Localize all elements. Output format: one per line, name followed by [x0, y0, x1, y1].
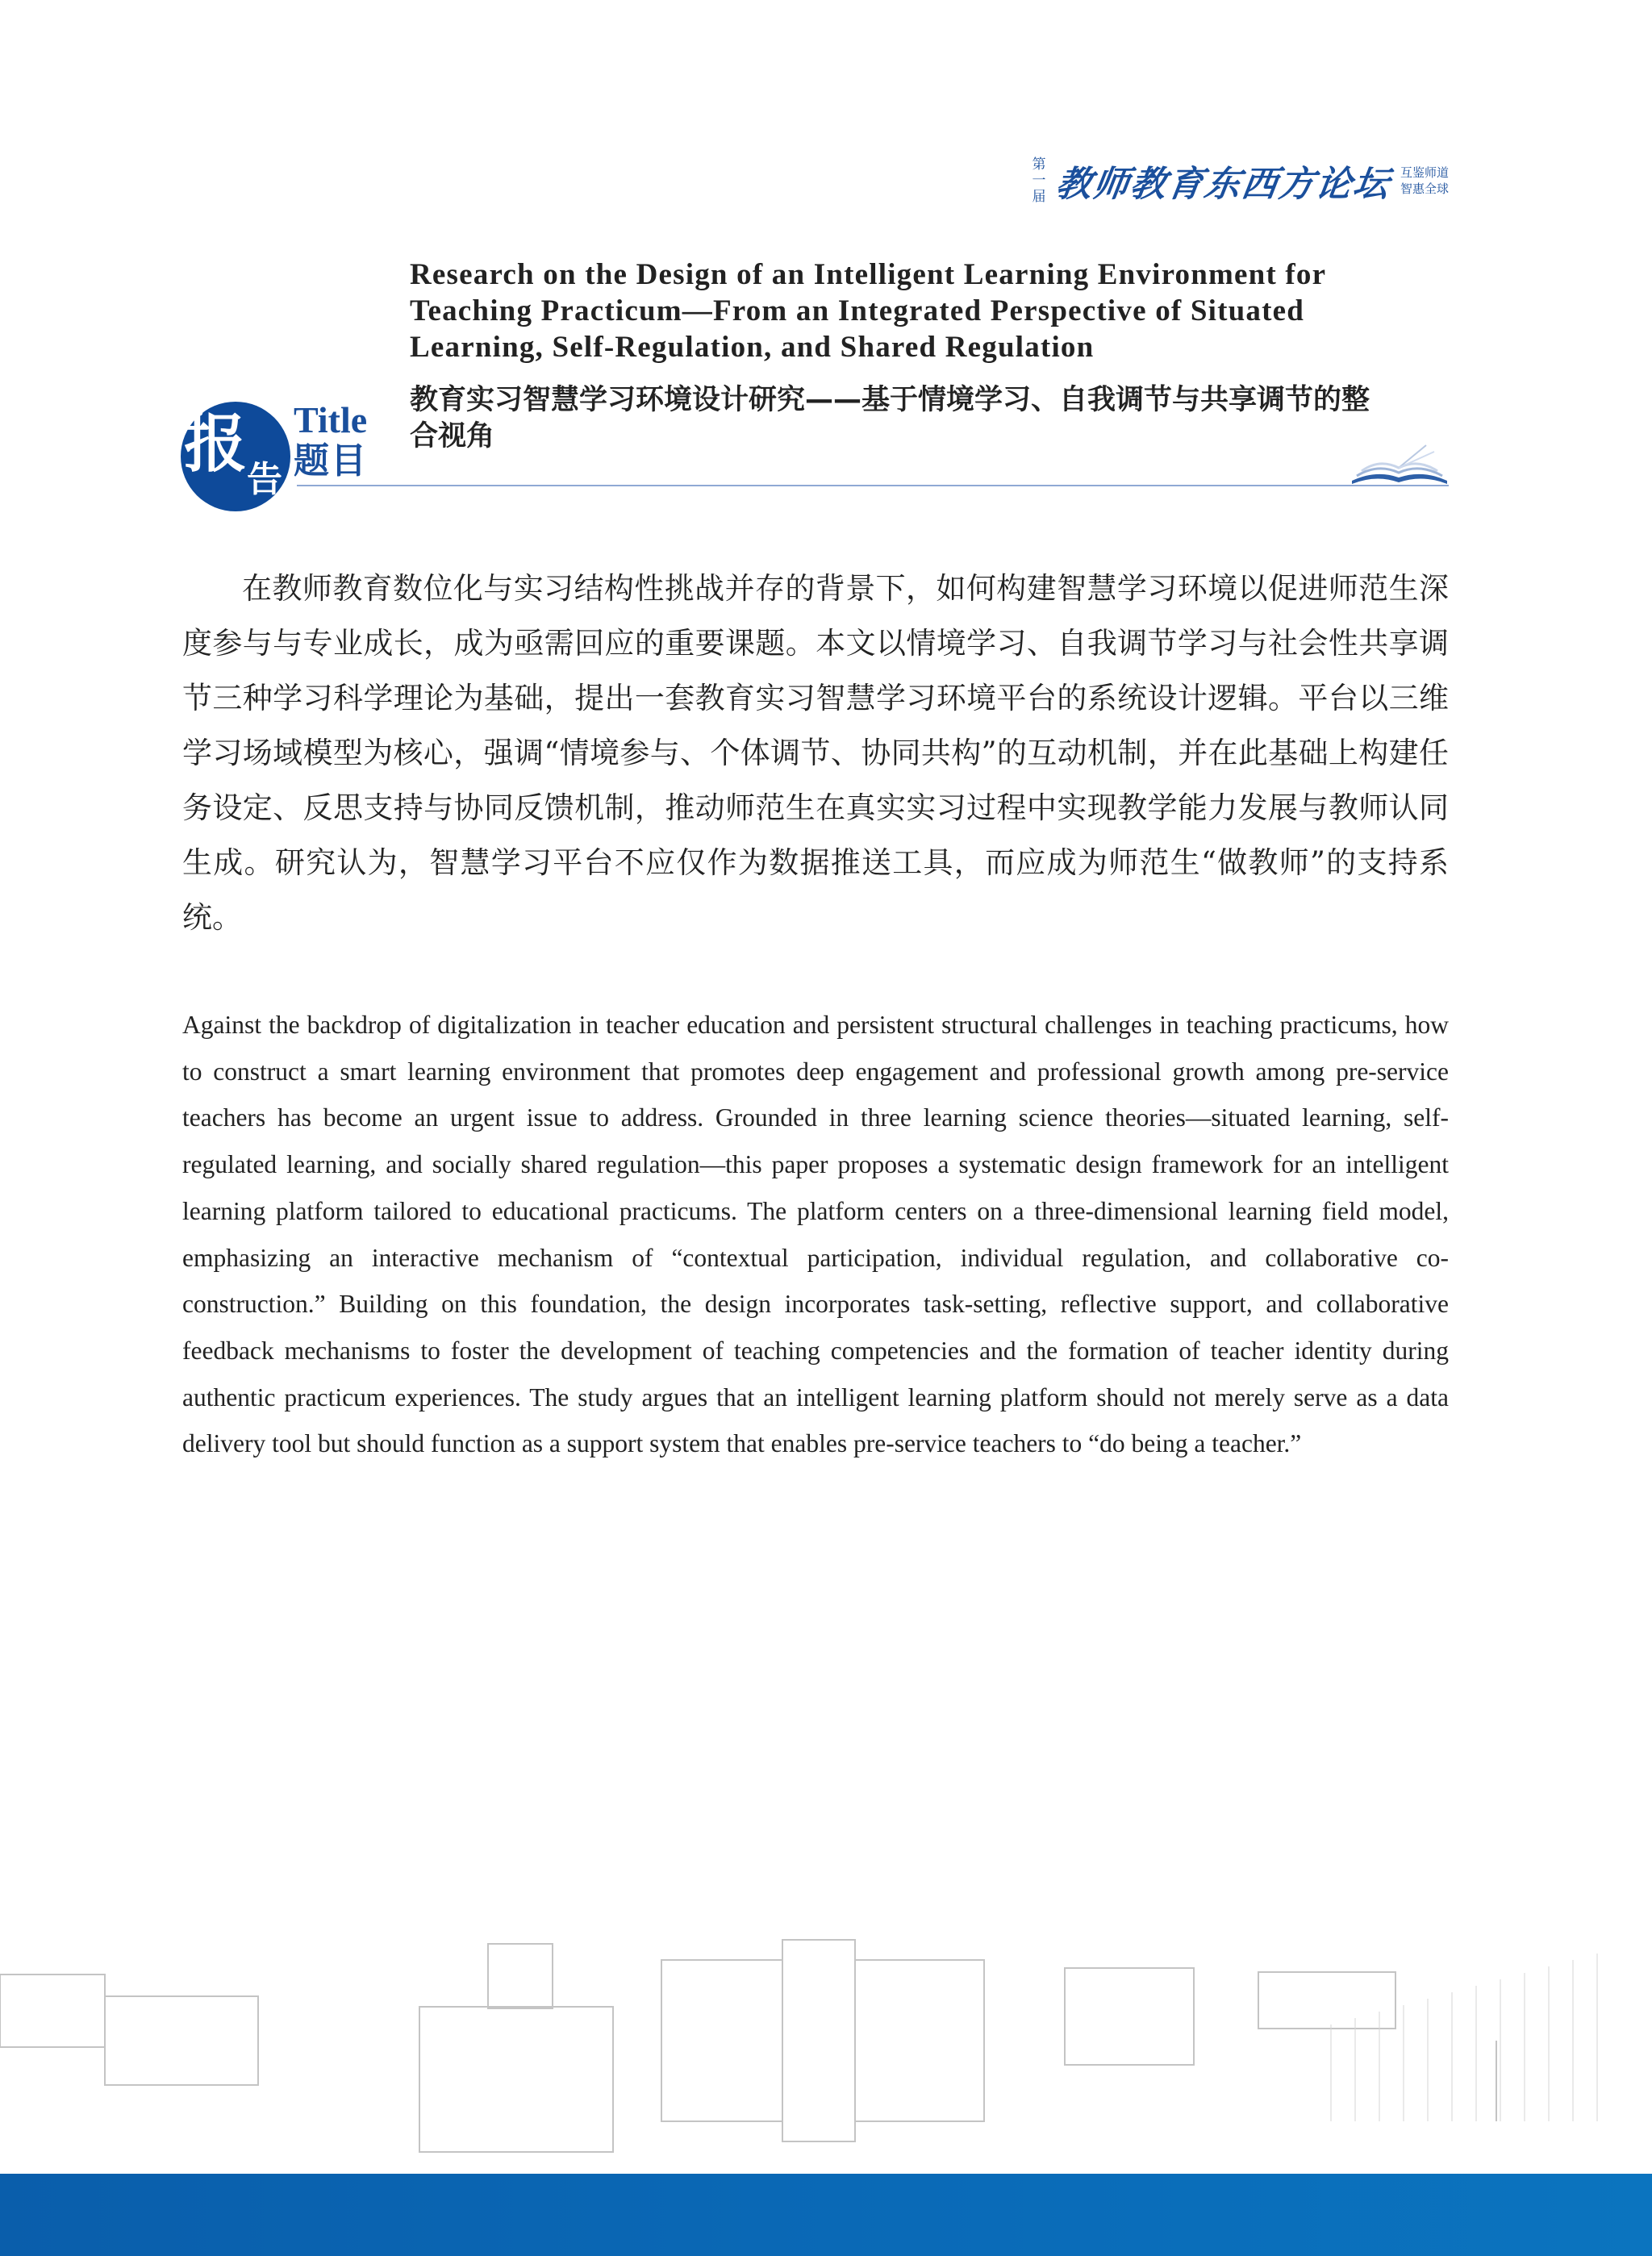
badge-char: 告	[247, 459, 282, 500]
forum-name: 教师教育东西方论坛	[1053, 164, 1393, 205]
badge-label-en: Title	[294, 399, 368, 440]
forum-logo	[1031, 158, 1458, 203]
slogan-line: 互鉴师道	[1400, 165, 1450, 180]
slogan-line: 智惠全球	[1400, 181, 1450, 196]
badge-char: 报	[184, 407, 248, 481]
forum-slogan	[1400, 165, 1449, 197]
abstract-english: Against the backdrop of digitalization in teacher education and persistent structural challenges in teaching practicums, how to construct a smart learning environment that promotes deep engagement and professional growth among pre-service teachers has become an urgent issue to address. Grounded in three learning science theories—situated learning, self-regulated learning, and socially shared regulation—this paper proposes a systematic design framework for an intelligent learning platform tailored to educational practicums. The platform centers on a three-dimensional learning field model, emphasizing an interactive mechanism of “contextual participation, individual regulation, and collaborative co-construction.” Building on this foundation, the design incorporates task-setting, reflective support, and collaborative feedback mechanisms to foster the development of teaching competencies and the formation of teacher identity during authentic practicum experiences. The study argues that an intelligent learning platform should not merely serve as a data delivery tool but should function as a support system that enables pre-service teachers to “do being a teacher.”	[182, 1011, 1449, 1458]
open-book-icon	[1349, 440, 1450, 486]
footer-bar	[0, 2174, 1652, 2256]
campus-skyline-illustration	[0, 1928, 1652, 2174]
title-chinese: 教育实习智慧学习环境设计研究——基于情境学习、自我调节与共享调节的整合视角	[410, 384, 1370, 452]
abstract-chinese: 在教师教育数位化与实习结构性挑战并存的背景下，如何构建智慧学习环境以促进师范生深度参与与专业成长，成为亟需回应的重要课题。本文以情境学习、自我调节学习与社会性共享调节三种学习科学理论为基础，提出一套教育实习智慧学习环境平台的系统设计逻辑。平台以三维学习场域模型为核心，强调“情境参与、个体调节、协同共构”的互动机制，并在此基础上构建任务设定、反思支持与协同反馈机制，推动师范生在真实实习过程中实现教学能力发展与教师认同生成。研究认为，智慧学习平台不应仅作为数据推送工具，而应成为师范生“做教师”的支持系统。	[182, 571, 1449, 935]
badge-label-zh: 题目	[294, 440, 368, 482]
edition-label: 第一届	[1032, 156, 1046, 205]
report-badge-circle	[181, 402, 290, 511]
title-english: Research on the Design of an Intelligent Learning Environment for Teaching Practicum—From an Integrated Perspective of Situated Learning, Self-Regulation, and Shared Regulation	[410, 258, 1326, 364]
title-divider	[297, 485, 1449, 486]
